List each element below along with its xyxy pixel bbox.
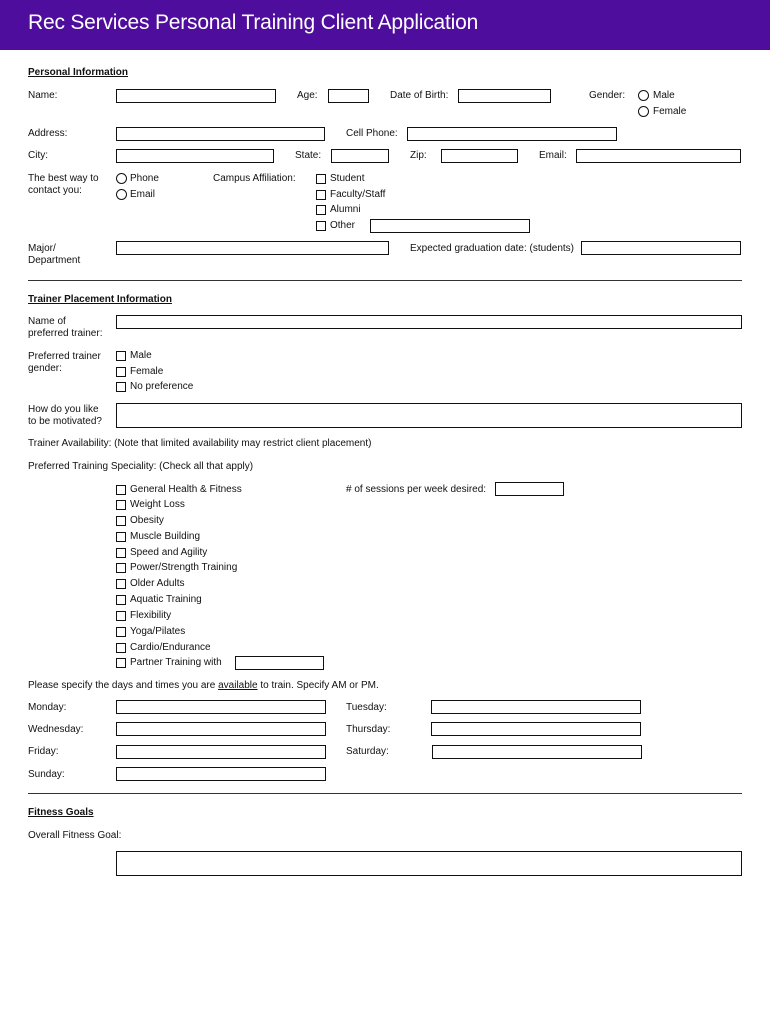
speciality-label-item: Aquatic Training bbox=[130, 594, 202, 605]
contact-email-label: Email bbox=[130, 189, 156, 200]
name-field[interactable] bbox=[116, 89, 276, 103]
partner-name-field[interactable] bbox=[235, 656, 324, 670]
speciality-checkbox[interactable] bbox=[116, 548, 126, 558]
saturday-field[interactable] bbox=[432, 745, 642, 759]
speciality-label-item: Speed and Agility bbox=[130, 547, 208, 558]
major-label-line2: Department bbox=[28, 255, 81, 266]
speciality-checkbox[interactable] bbox=[116, 595, 126, 605]
preferred-trainer-field[interactable] bbox=[116, 315, 742, 329]
speciality-label: Preferred Training Speciality: (Check all that apply) bbox=[28, 461, 254, 472]
thursday-label: Thursday: bbox=[346, 724, 391, 735]
gender-label: Gender: bbox=[589, 90, 626, 101]
campus-faculty-label: Faculty/Staff bbox=[330, 189, 386, 200]
personal-section-title: Personal Information bbox=[28, 67, 129, 78]
contact-phone-label: Phone bbox=[130, 173, 159, 184]
contact-phone-radio[interactable] bbox=[116, 173, 127, 184]
section-divider bbox=[28, 280, 742, 281]
name-label: Name: bbox=[28, 90, 58, 101]
speciality-checkbox[interactable] bbox=[116, 500, 126, 510]
city-label: City: bbox=[28, 150, 48, 161]
trainer-gender-label-line1: Preferred trainer bbox=[28, 351, 101, 362]
speciality-label-item: Older Adults bbox=[130, 578, 185, 589]
speciality-label-item: Cardio/Endurance bbox=[130, 642, 211, 653]
speciality-label-item: Weight Loss bbox=[130, 499, 185, 510]
motivation-field[interactable] bbox=[116, 403, 742, 428]
zip-label: Zip: bbox=[410, 150, 427, 161]
overall-goal-field[interactable] bbox=[116, 851, 742, 876]
email-label: Email: bbox=[539, 150, 567, 161]
campus-faculty-checkbox[interactable] bbox=[316, 190, 326, 200]
speciality-label-item: Power/Strength Training bbox=[130, 562, 238, 573]
age-label: Age: bbox=[297, 90, 318, 101]
speciality-label-item: Flexibility bbox=[130, 610, 172, 621]
trainer-gender-label-line2: gender: bbox=[28, 363, 62, 374]
motivation-label-line1: How do you like bbox=[28, 404, 99, 415]
saturday-label: Saturday: bbox=[346, 746, 389, 757]
trainer-gender-none-label: No preference bbox=[130, 381, 194, 392]
campus-other-checkbox[interactable] bbox=[316, 221, 326, 231]
wednesday-field[interactable] bbox=[116, 722, 326, 736]
dob-label: Date of Birth: bbox=[390, 90, 449, 101]
sessions-label: # of sessions per week desired: bbox=[346, 484, 487, 495]
monday-label: Monday: bbox=[28, 702, 67, 713]
contact-label-line2: contact you: bbox=[28, 185, 82, 196]
schedule-intro: Please specify the days and times you are available to train. Specify AM or PM. bbox=[28, 680, 379, 691]
trainer-gender-none-checkbox[interactable] bbox=[116, 382, 126, 392]
address-label: Address: bbox=[28, 128, 68, 139]
contact-email-radio[interactable] bbox=[116, 189, 127, 200]
trainer-gender-female-checkbox[interactable] bbox=[116, 367, 126, 377]
tuesday-label: Tuesday: bbox=[346, 702, 387, 713]
trainer-gender-male-label: Male bbox=[130, 350, 152, 361]
age-field[interactable] bbox=[328, 89, 369, 103]
speciality-label-item: Obesity bbox=[130, 515, 164, 526]
dob-field[interactable] bbox=[458, 89, 551, 103]
gender-female-label: Female bbox=[653, 106, 687, 117]
cell-phone-label: Cell Phone: bbox=[346, 128, 398, 139]
speciality-checkbox[interactable] bbox=[116, 611, 126, 621]
sunday-field[interactable] bbox=[116, 767, 326, 781]
campus-other-field[interactable] bbox=[370, 219, 530, 233]
speciality-checkbox[interactable] bbox=[116, 643, 126, 653]
gender-female-radio[interactable] bbox=[638, 106, 649, 117]
trainer-section-title: Trainer Placement Information bbox=[28, 294, 172, 305]
gender-male-label: Male bbox=[653, 90, 675, 101]
header-bar bbox=[0, 0, 770, 50]
page-title: Rec Services Personal Training Client Application bbox=[28, 11, 479, 34]
preferred-trainer-label-line2: preferred trainer: bbox=[28, 328, 103, 339]
speciality-checkbox[interactable] bbox=[116, 627, 126, 637]
sunday-label: Sunday: bbox=[28, 769, 65, 780]
major-field[interactable] bbox=[116, 241, 389, 255]
grad-date-field[interactable] bbox=[581, 241, 741, 255]
city-field[interactable] bbox=[116, 149, 274, 163]
preferred-trainer-label-line1: Name of bbox=[28, 316, 66, 327]
overall-goal-label: Overall Fitness Goal: bbox=[28, 830, 122, 841]
campus-other-label: Other bbox=[330, 220, 356, 231]
campus-affiliation-label: Campus Affiliation: bbox=[213, 173, 296, 184]
state-label: State: bbox=[295, 150, 322, 161]
state-field[interactable] bbox=[331, 149, 389, 163]
grad-date-label: Expected graduation date: (students) bbox=[410, 243, 574, 254]
major-label-line1: Major/ bbox=[28, 243, 56, 254]
zip-field[interactable] bbox=[441, 149, 518, 163]
campus-alumni-label: Alumni bbox=[330, 204, 361, 215]
friday-label: Friday: bbox=[28, 746, 59, 757]
friday-field[interactable] bbox=[116, 745, 326, 759]
contact-label-line1: The best way to bbox=[28, 173, 99, 184]
section-divider bbox=[28, 793, 742, 794]
motivation-label-line2: to be motivated? bbox=[28, 416, 102, 427]
monday-field[interactable] bbox=[116, 700, 326, 714]
wednesday-label: Wednesday: bbox=[28, 724, 84, 735]
campus-student-label: Student bbox=[330, 173, 365, 184]
speciality-label-item: Yoga/Pilates bbox=[130, 626, 186, 637]
trainer-gender-male-checkbox[interactable] bbox=[116, 351, 126, 361]
speciality-label-item: Muscle Building bbox=[130, 531, 201, 542]
speciality-checkbox[interactable] bbox=[116, 532, 126, 542]
cell-phone-field[interactable] bbox=[407, 127, 617, 141]
speciality-label-item: Partner Training with bbox=[130, 657, 222, 668]
speciality-checkbox[interactable] bbox=[116, 658, 126, 668]
goals-section-title: Fitness Goals bbox=[28, 807, 94, 818]
speciality-checkbox[interactable] bbox=[116, 563, 126, 573]
sessions-field[interactable] bbox=[495, 482, 564, 496]
campus-student-checkbox[interactable] bbox=[316, 174, 326, 184]
speciality-checkbox[interactable] bbox=[116, 579, 126, 589]
email-field[interactable] bbox=[576, 149, 741, 163]
speciality-label-item: General Health & Fitness bbox=[130, 484, 242, 495]
address-field[interactable] bbox=[116, 127, 325, 141]
availability-note: Trainer Availability: (Note that limited availability may restrict client placement) bbox=[28, 438, 372, 449]
speciality-checkbox[interactable] bbox=[116, 485, 126, 495]
trainer-gender-female-label: Female bbox=[130, 366, 164, 377]
speciality-checkbox[interactable] bbox=[116, 516, 126, 526]
gender-male-radio[interactable] bbox=[638, 90, 649, 101]
campus-alumni-checkbox[interactable] bbox=[316, 205, 326, 215]
thursday-field[interactable] bbox=[431, 722, 641, 736]
tuesday-field[interactable] bbox=[431, 700, 641, 714]
